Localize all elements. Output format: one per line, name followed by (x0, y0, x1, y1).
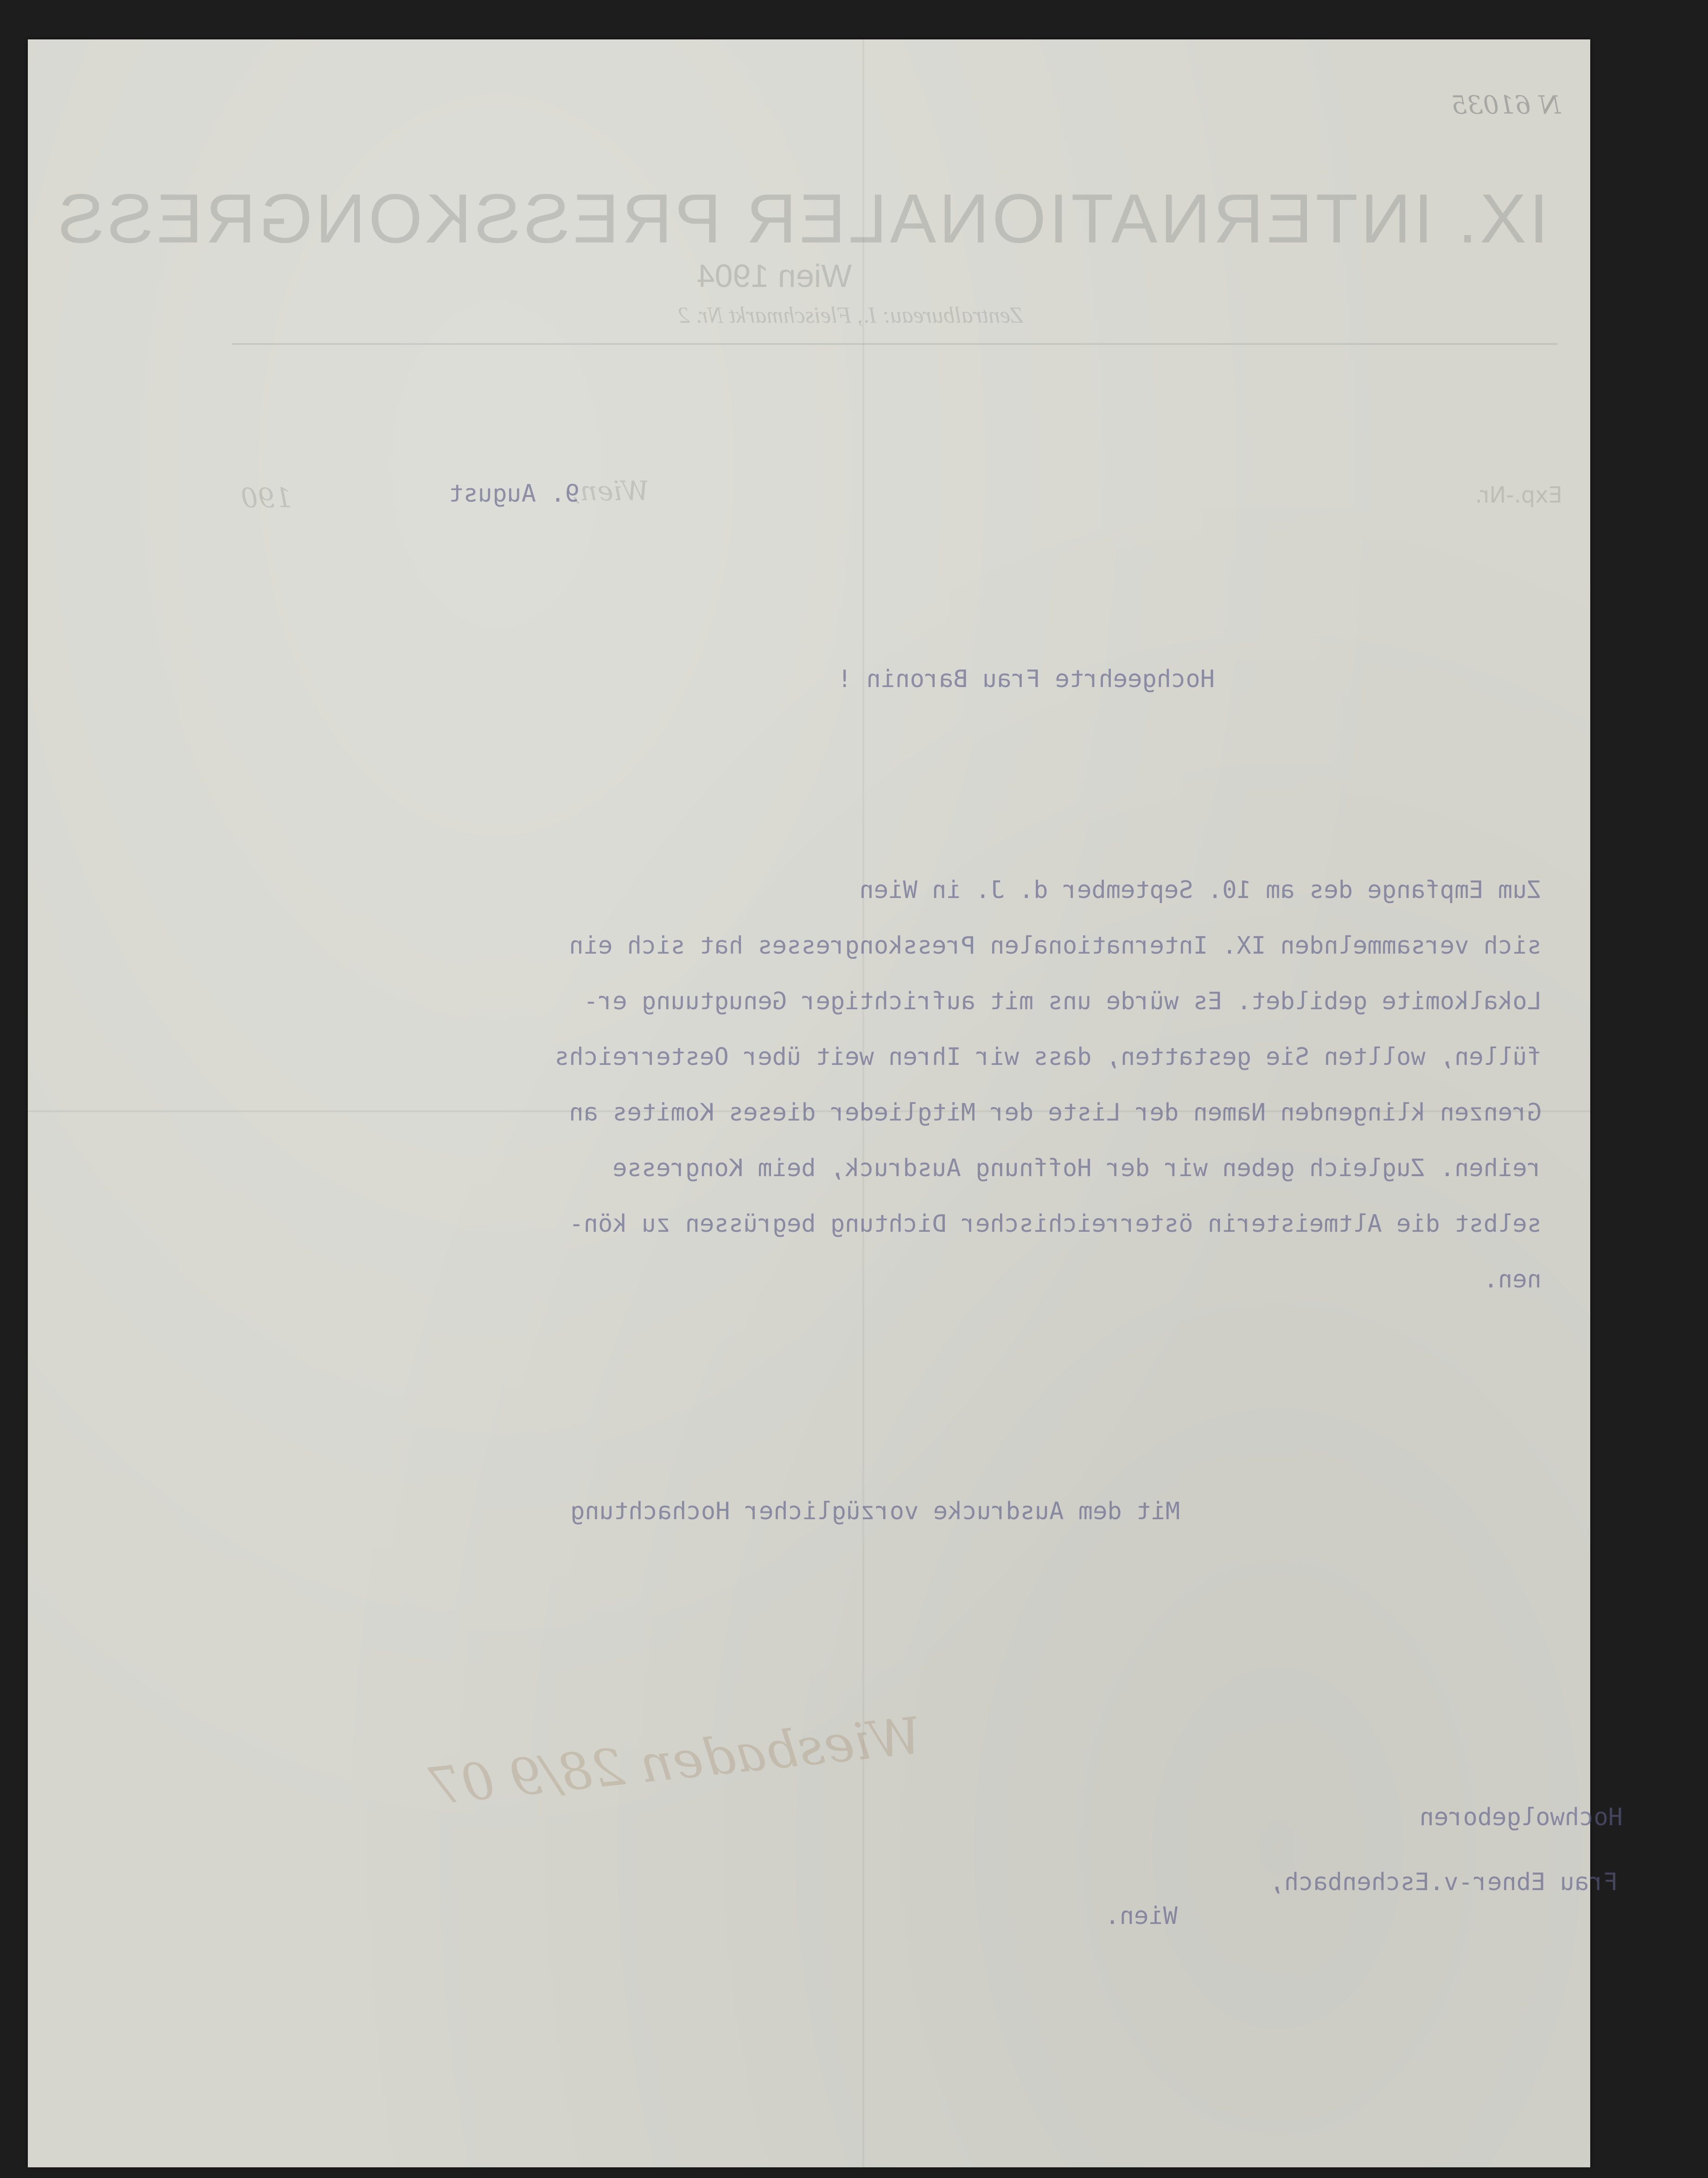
letterhead-year-label: 190 (241, 482, 292, 514)
body-line-8: nen. (1483, 1266, 1542, 1293)
letterhead-address: Zentralbureau: I., Fleischmarkt Nr. 2 (678, 302, 1023, 328)
body-line-5: Grenzen klingenden Namen der Liste der Mitglieder dieses Komites an (569, 1099, 1542, 1127)
pencil-annotation: Wiesbaden 28/9 07 (426, 1706, 925, 1817)
letterhead-rule (232, 343, 1558, 345)
archive-number: N 61035 (1451, 90, 1561, 120)
letterhead-city-year: Wien 1904 (696, 258, 852, 294)
addressee-name: Frau Ebner-v.Eschenbach, (1269, 1868, 1618, 1896)
body-line-7: selbst die Altmeisterin österreichischer Dichtung begrüssen zu kön- (569, 1210, 1542, 1238)
letterhead-place-label: Wien, (571, 475, 649, 507)
letterhead-title: IX. INTERNATIONALER PRESSKONGRESS (55, 179, 1549, 257)
closing-formula: Mit dem Ausdrucke vorzüglicher Hochachtung (570, 1497, 1180, 1525)
body-line-3: Lokalkomite gebildet. Es würde uns mit aufrichtiger Genugtuung er- (583, 987, 1542, 1015)
letterhead-number-label: Exp.-Nr. (1475, 482, 1562, 508)
letter-date: 9. August (449, 480, 580, 508)
addressee-city: Wien. (1105, 1902, 1178, 1930)
letter-sheet (28, 39, 1623, 2167)
salutation: Hochgeehrte Frau Baronin ! (837, 665, 1215, 693)
body-line-6: reihen. Zugleich geben wir der Hoffnung Ausdruck, beim Kongresse (612, 1154, 1542, 1182)
body-line-4: füllen, wollten Sie gestatten, dass wir Ihren weit über Oesterreichs (554, 1043, 1542, 1071)
addressee-title: Hochwolgeboren (1419, 1803, 1623, 1831)
body-line-2: sich versammelnden IX. Internationalen Presskongresses hat sich ein (569, 932, 1542, 960)
body-line-1: Zum Empfange des am 10. September d. J. in Wien (859, 876, 1542, 904)
